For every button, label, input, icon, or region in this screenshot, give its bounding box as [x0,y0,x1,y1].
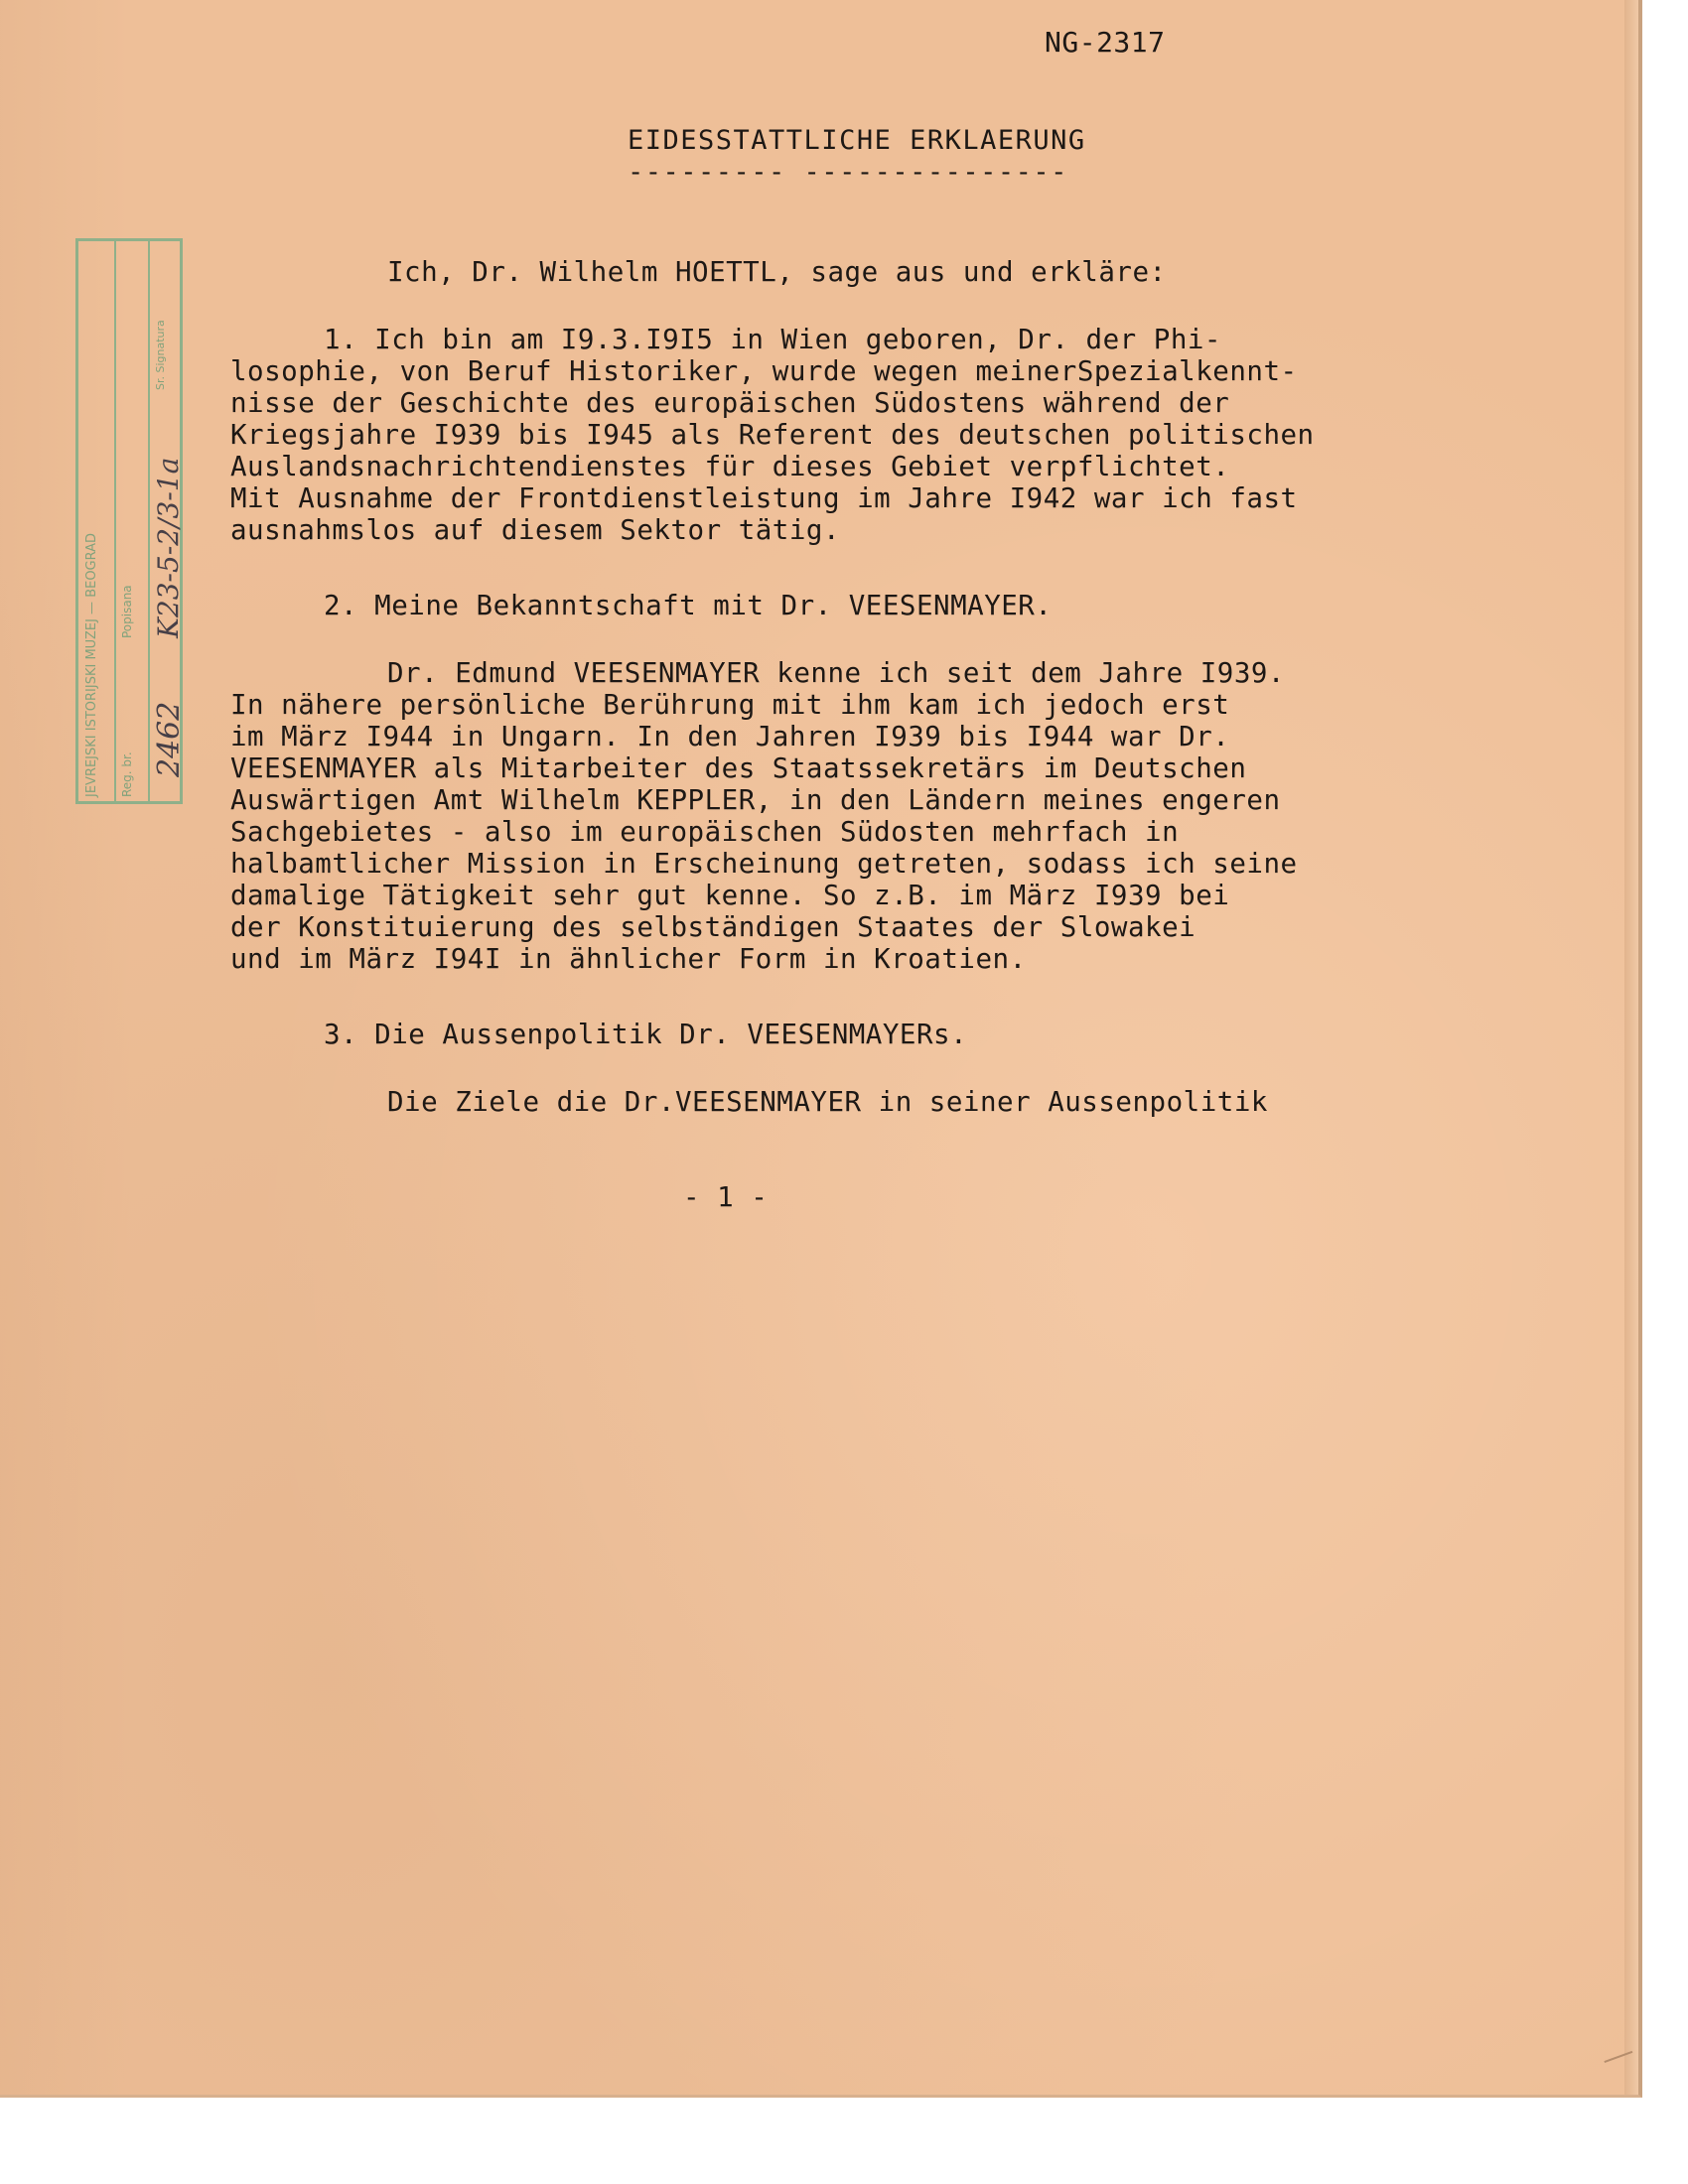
section-2-line: im März I944 in Ungarn. In den Jahren I939 bis I944 war Dr. [230,721,1230,752]
section-3-heading: 3. Die Aussenpolitik Dr. VEESENMAYERs. [324,1019,968,1050]
section-2-line: halbamtlicher Mission in Erscheinung getreten, sodass ich seine [230,848,1298,880]
section-2-line: In nähere persönliche Berührung mit ihm kam ich jedoch erst [230,689,1230,721]
page-edge [1624,0,1638,2095]
document-number: NG-2317 [1045,26,1166,59]
section-2-line: und im März I94I in ähnlicher Form in Kroatien. [230,943,1027,975]
section-1-line: Kriegsjahre I939 bis I945 als Referent des deutschen politischen [230,419,1315,451]
section-1-line: 1. Ich bin am I9.3.I9I5 in Wien geboren, Dr. der Phi- [324,324,1221,355]
section-2-line: Dr. Edmund VEESENMAYER kenne ich seit dem Jahre I939. [387,657,1285,689]
stamp-signature-number: K23-5-2/3-1a [152,457,185,638]
section-2-line: der Konstituierung des selbständigen Staates der Slowakei [230,911,1196,943]
page-number: - 1 - [683,1181,769,1213]
section-1-line: ausnahmslos auf diesem Sektor tätig. [230,514,841,546]
intro-line: Ich, Dr. Wilhelm HOETTL, sage aus und erkläre: [387,256,1167,288]
archive-stamp [75,238,187,804]
section-2-line: VEESENMAYER als Mitarbeiter des Staatssekretärs im Deutschen [230,752,1247,784]
section-1-line: nisse der Geschichte des europäischen Südostens während der [230,387,1230,419]
stamp-reg-number: 2462 [152,701,187,777]
section-2-line: damalige Tätigkeit sehr gut kenne. So z.B. im März I939 bei [230,880,1230,911]
stamp-label-signatura: Sr. Signatura [154,320,167,390]
section-2-line: Auswärtigen Amt Wilhelm KEPPLER, in den Ländern meines engeren [230,784,1281,816]
stamp-label-reg: Reg. br. [120,751,134,797]
section-1-line: Auslandsnachrichtendienstes für dieses Gebiet verpflichtet. [230,451,1230,482]
section-1-line: losophie, von Beruf Historiker, wurde wegen meinerSpezialkennt- [230,355,1298,387]
stamp-museum-name: JEVREJSKI ISTORIJSKI MUZEJ — BEOGRAD [84,532,99,797]
document-title: EIDESSTATTLICHE ERKLAERUNG [628,125,1086,156]
title-underline: --------- --------------- [628,157,1068,188]
section-1-line: Mit Ausnahme der Frontdienstleistung im Jahre I942 war ich fast [230,482,1298,514]
section-2-line: Sachgebietes - also im europäischen Südosten mehrfach in [230,816,1180,848]
section-3-line: Die Ziele die Dr.VEESENMAYER in seiner Aussenpolitik [387,1086,1268,1118]
section-2-heading: 2. Meine Bekanntschaft mit Dr. VEESENMAYER. [324,590,1053,621]
stamp-label-popisana: Popisana [120,585,134,638]
